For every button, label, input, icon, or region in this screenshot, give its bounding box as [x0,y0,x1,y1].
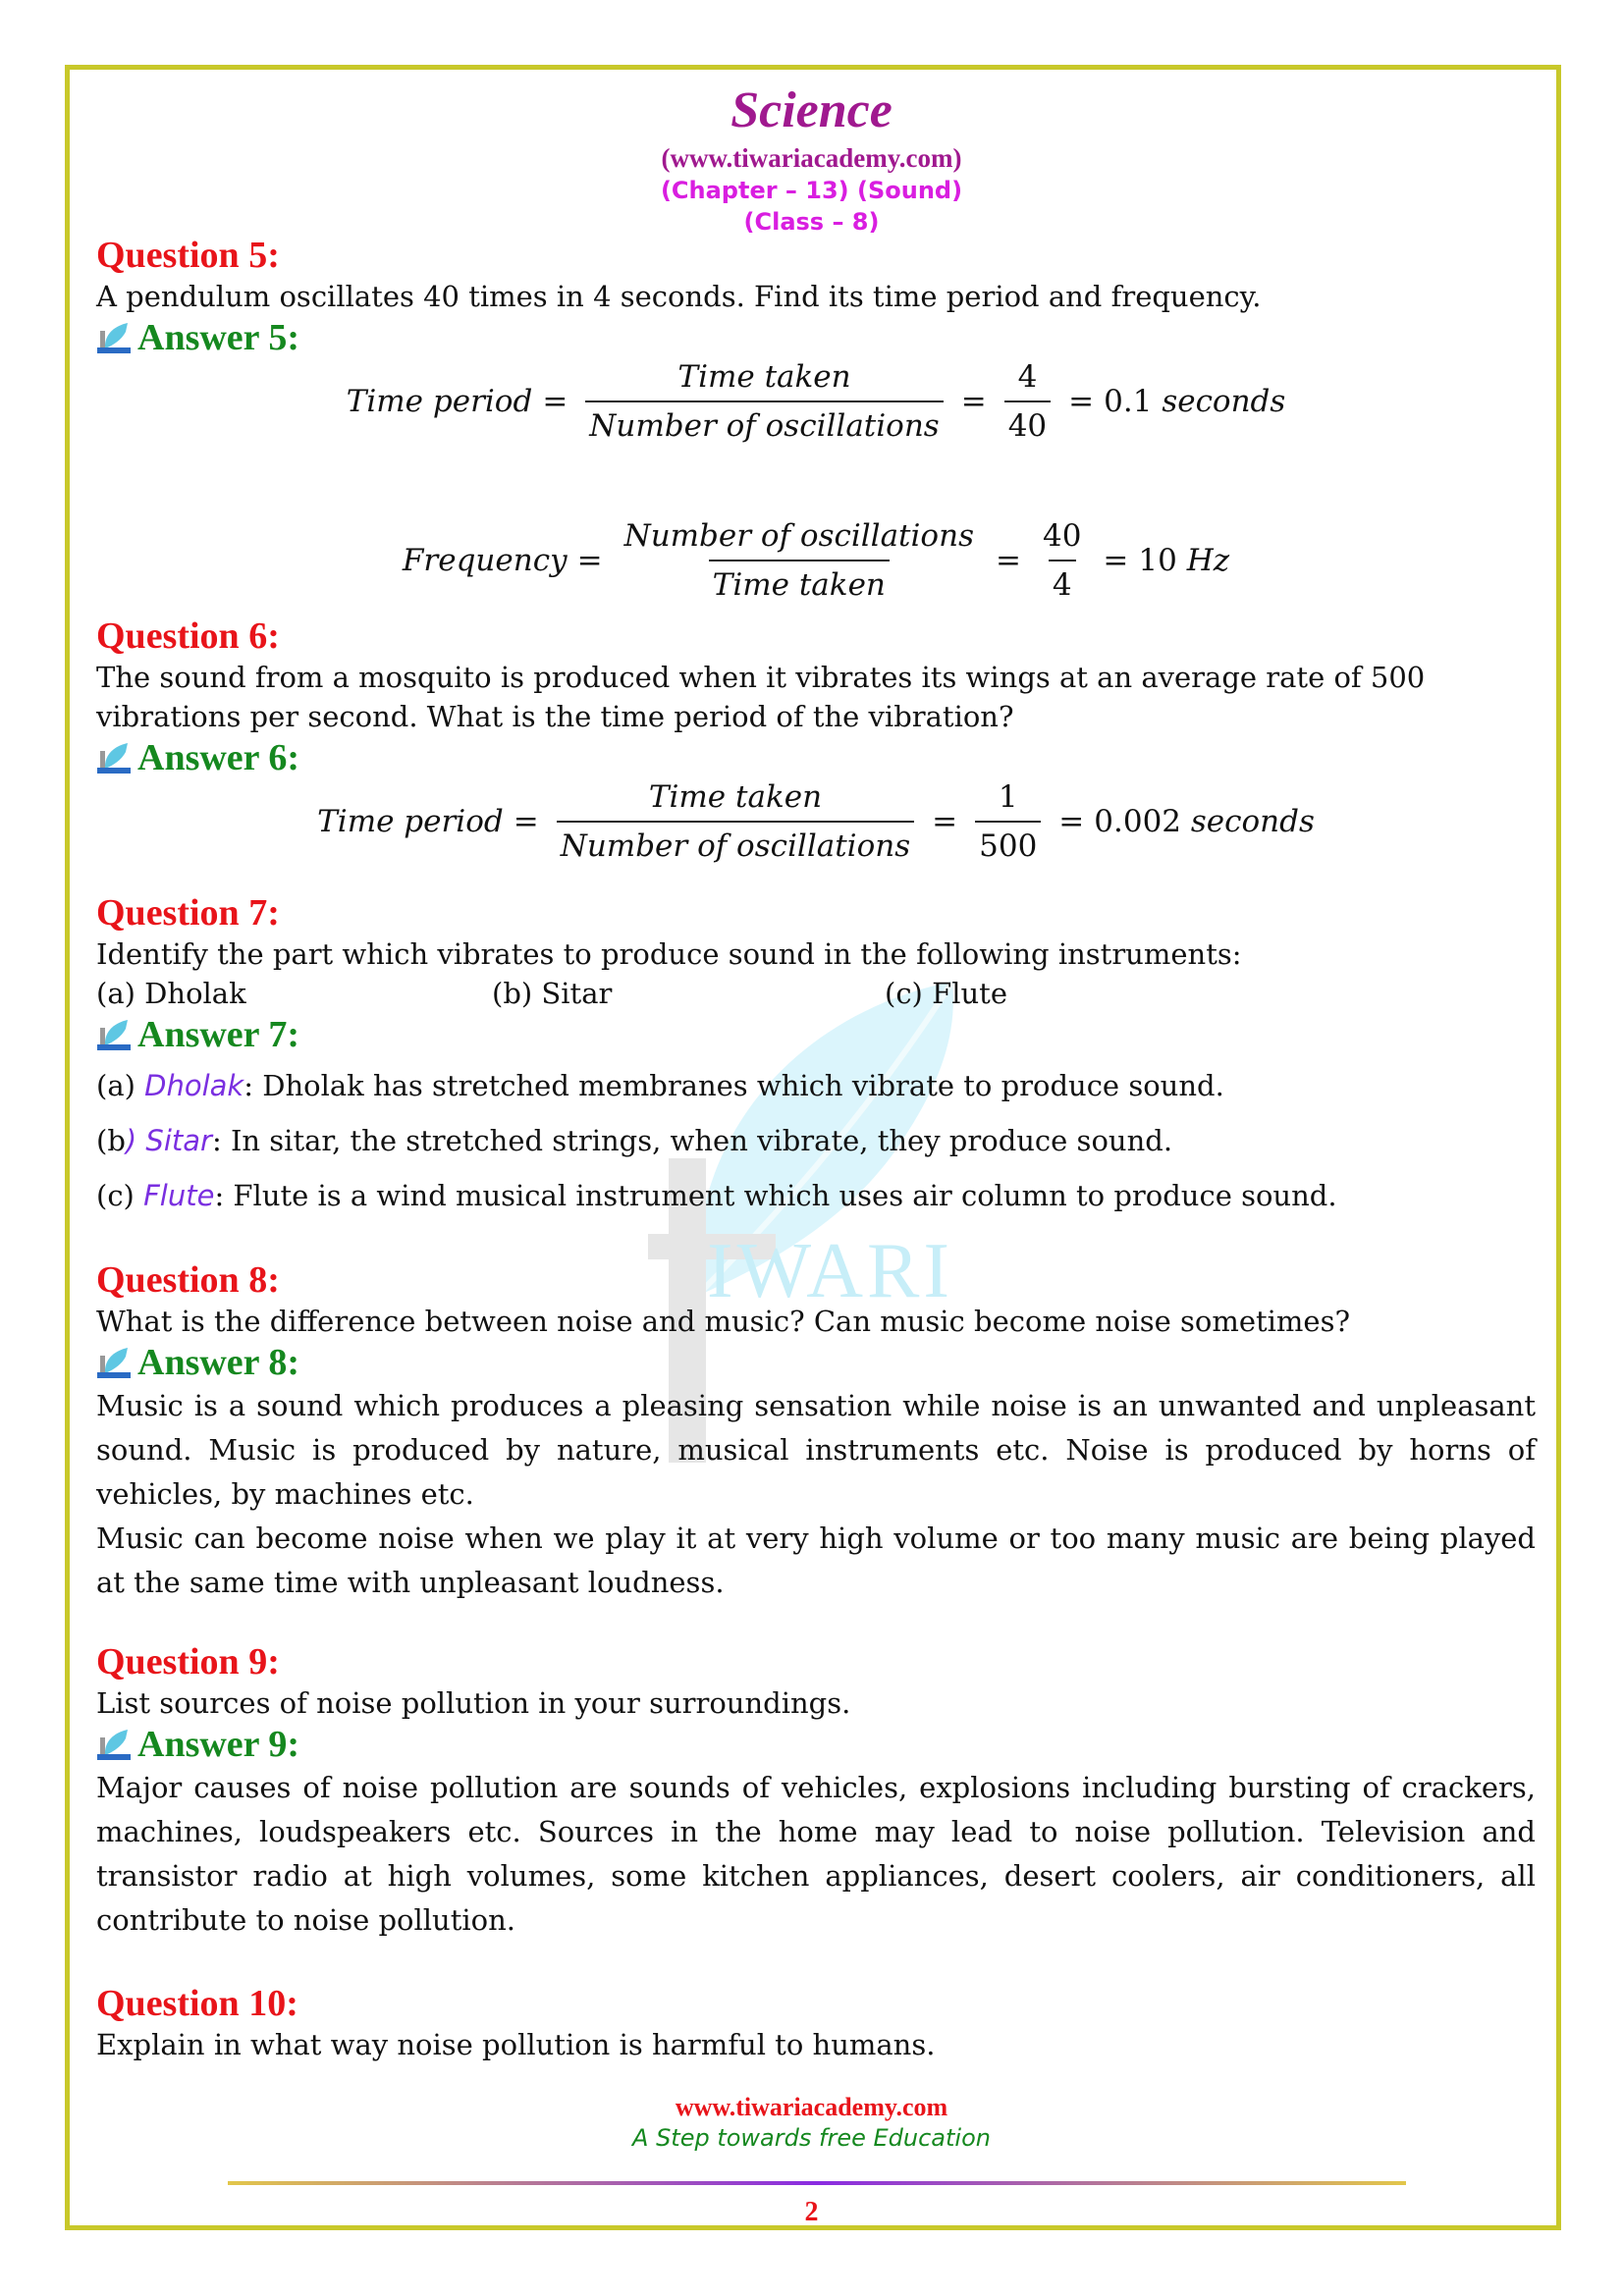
question-9-text: List sources of noise pollution in your surroundings. [96,1686,851,1720]
instrument-term: Flute [143,1179,215,1212]
answer-7-b [96,1121,1536,1160]
answer-6-heading [96,736,1536,779]
fraction [557,779,914,864]
answer-7-a [96,1066,1536,1105]
numerator: Number of oscillations [623,518,974,554]
question-5-heading: Question 5: [96,235,280,276]
answer-5-heading [96,316,1536,359]
answer-8-paragraph-2: Music can become noise when we play it at very high volume or too many music are being played at the same time with unpleasant loudness. [96,1522,1536,1599]
subject-title: Science [730,82,893,138]
answer-5-label: Answer 5: [137,317,300,358]
eq-unit: seconds [1162,384,1286,419]
eq-unit: seconds [1190,804,1315,839]
question-5-text: A pendulum oscillates 40 times in 4 seconds. Find its time period and frequency. [96,280,1262,313]
eq-result: 0.1 [1104,384,1153,419]
eq-lhs: Time period [346,384,533,419]
question-7-heading: Question 7: [96,892,280,934]
answer-6-label: Answer 6: [137,737,300,778]
equation-time-period-5: Time period = $\frac{\text{Time taken}}{\text{Number of oscillations}}$ = $\frac{4}{40}$ = 0.1 seconds [346,359,1286,444]
item-prefix: (a) [96,1069,145,1102]
question-9-heading: Question 9: [96,1641,280,1682]
instrument-term: Dholak [144,1069,244,1102]
answer-9-label: Answer 9: [137,1724,300,1765]
numerator: Time taken [677,359,851,395]
numerator: Time taken [648,779,823,815]
answer-8-heading [96,1341,1536,1384]
eq-lhs: Frequency [402,543,568,578]
question-7-text: Identify the part which vibrates to produce sound in the following instruments: [96,937,1242,971]
tiwari-logo-icon [96,1728,132,1761]
tiwari-logo-icon [96,1018,132,1051]
numerator-value: 40 [1042,518,1082,554]
question-6-heading: Question 6: [96,615,280,657]
page-footer [0,2093,1623,2154]
tiwari-logo-icon [96,321,132,354]
item-prefix: (c) [96,1179,144,1212]
eq-unit: Hz [1186,543,1230,578]
footer-divider [228,2181,1406,2185]
chapter-label: (Chapter – 13) (Sound) [660,177,963,204]
denominator: Time taken [709,560,890,603]
item-body: : Dholak has stretched membranes which vibrate to produce sound. [243,1069,1224,1102]
question-10-heading: Question 10: [96,1983,298,2024]
eq-lhs: Time period [317,804,504,839]
numerator-value: 4 [1017,359,1038,395]
fraction [621,518,978,603]
equation-time-period-6: Time period = $\frac{\text{Time taken}}{\text{Number of oscillations}}$ = $\frac{1}{500}$ = 0.002 seconds [317,779,1315,864]
answer-8-label: Answer 8: [137,1342,300,1383]
answer-7-label: Answer 7: [137,1014,300,1055]
equation-frequency-5: Frequency = $\frac{\text{Number of oscillations}}{\text{Time taken}}$ = $\frac{40}{4}$ = 10 Hz [402,518,1230,603]
item-body: : In sitar, the stretched strings, when vibrate, they produce sound. [211,1124,1173,1157]
page-header [0,80,1623,238]
fraction-values [1004,359,1051,444]
fraction [585,359,943,444]
denominator: Number of oscillations [585,400,943,444]
denominator-value: 500 [975,821,1041,864]
numerator-value: 1 [998,779,1018,815]
fraction-values [1039,518,1085,603]
denominator-value: 40 [1004,400,1051,444]
option-b: (b) Sitar [492,977,613,1010]
item-prefix: (b [96,1124,126,1157]
header-website: (www.tiwariacademy.com) [661,143,962,173]
answer-9-heading [96,1723,1536,1766]
item-body: : Flute is a wind musical instrument which uses air column to produce sound. [214,1179,1337,1212]
footer-website-link[interactable]: www.tiwariacademy.com [675,2093,948,2121]
answer-8-paragraph-1: Music is a sound which produces a pleasing sensation while noise is an unwanted and unpleasant sound. Music is produced by nature, musical instruments etc. Noise is produced by horns of vehicles, by machines etc. [96,1389,1536,1511]
question-8-text: What is the difference between noise and music? Can music become noise sometimes? [96,1305,1351,1338]
class-label: (Class – 8) [743,208,880,236]
denominator: Number of oscillations [557,821,914,864]
page-number: 2 [804,2197,819,2227]
denominator-value: 4 [1049,560,1076,603]
question-8-heading: Question 8: [96,1259,280,1301]
tiwari-logo-icon [96,741,132,774]
footer-tagline: A Step towards free Education [632,2124,991,2152]
document-body [96,234,1536,2064]
question-6-text: The sound from a mosquito is produced when it vibrates its wings at an average rate of 500 vibrations per second. What is the time period of the vibration? [96,661,1426,733]
answer-7-heading [96,1013,1536,1056]
tiwari-logo-icon [96,1346,132,1379]
fraction-values [975,779,1041,864]
instrument-options [96,974,1536,1013]
question-10-text: Explain in what way noise pollution is harmful to humans. [96,2028,936,2061]
answer-9-paragraph: Major causes of noise pollution are sounds of vehicles, explosions including bursting of crackers, machines, loudspeakers etc. Sources in the home may lead to noise pollution. Television and transistor radio at high volumes, some kitchen appliances, desert coolers, air conditioners, all contribute to noise pollution. [96,1771,1536,1937]
watermark-text: IWARI [707,1228,954,1314]
eq-result: 0.002 [1094,804,1182,839]
answer-7-c [96,1176,1536,1215]
option-c: (c) Flute [885,977,1007,1010]
instrument-term: ) Sitar [125,1124,212,1157]
eq-result: 10 [1138,543,1177,578]
option-a: (a) Dholak [96,977,246,1010]
